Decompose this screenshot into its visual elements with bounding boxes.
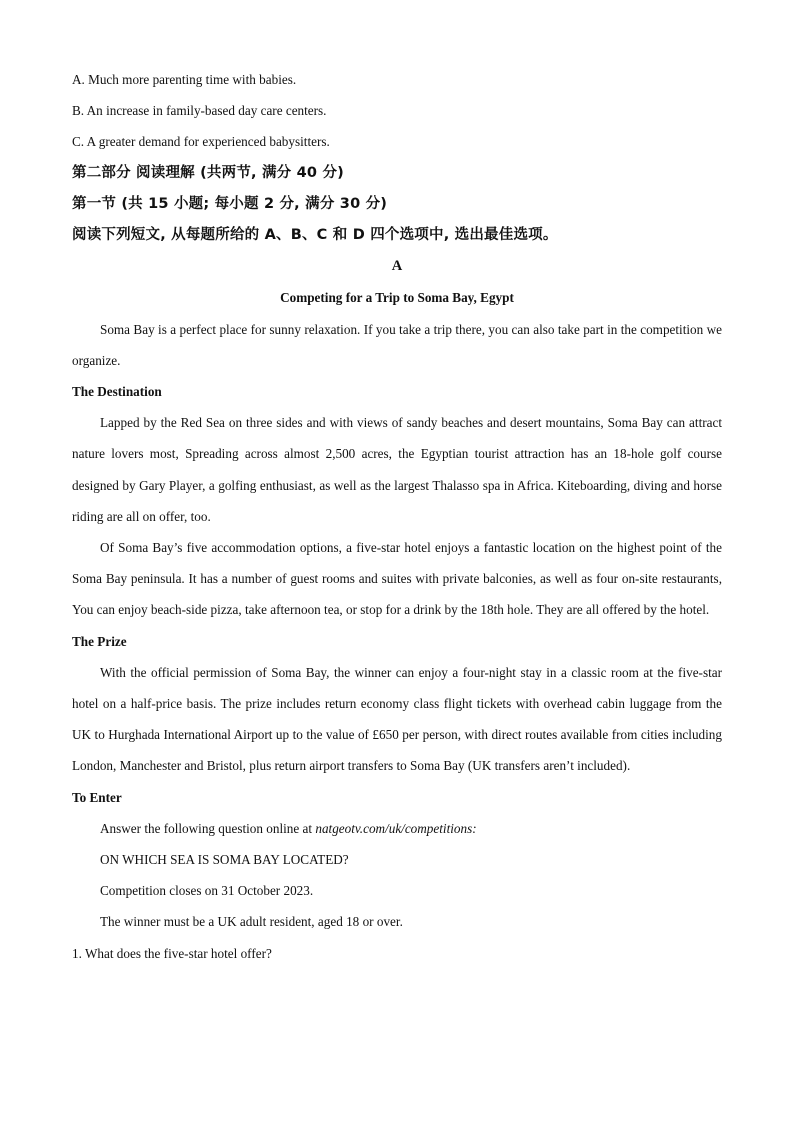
destination-heading: The Destination	[72, 384, 162, 400]
passage-letter: A	[391, 258, 403, 275]
enter-heading: To Enter	[72, 789, 122, 805]
closing-date: Competition closes on 31 October 2023.	[100, 883, 314, 899]
reading-instruction: 阅读下列短文, 从每题所给的 A、B、C 和 D 四个选项中, 选出最佳选项。	[72, 227, 558, 244]
prize-paragraph: With the official permission of Soma Bay, the winner can enjoy a four-night stay in a classic room at the five-star hotel on a half-price basis. The prize includes return economy class flight tickets with overhead cabin luggage from the UK to Hurghada International Airport up to the value of £650 per person, with direct routes available from cities including London, Manchester and Bristol, plus return airport transfers to Soma Bay (UK transfers aren’t included).	[72, 664, 722, 774]
option-b: B. An increase in family-based day care centers.	[72, 103, 327, 119]
question-1: 1. What does the five-star hotel offer?	[72, 945, 272, 961]
passage-title: Competing for a Trip to Soma Bay, Egypt	[280, 290, 514, 306]
enter-instruction-text: Answer the following question online at	[100, 820, 316, 836]
option-a: A. Much more parenting time with babies.	[72, 72, 297, 87]
exam-page	[72, 64, 722, 969]
enter-instruction	[72, 813, 722, 844]
section1-header: 第一节 (共 15 小题; 每小题 2 分, 满分 30 分)	[72, 195, 388, 212]
competition-question: ON WHICH SEA IS SOMA BAY LOCATED?	[100, 852, 349, 868]
destination-paragraph-1: Lapped by the Red Sea on three sides and with views of sandy beaches and desert mountains, Soma Bay can attract nature lovers most, Spreading across almost 2,500 acres, the Egyptian tourist attraction has an 18-hole golf course designed by Gary Player, a golfing enthusiast, as well as the largest Thalasso spa in Africa. Kiteboarding, diving and horse riding are all on offer, too.	[72, 415, 722, 524]
eligibility-note: The winner must be a UK adult resident, aged 18 or over.	[100, 914, 403, 930]
option-c: C. A greater demand for experienced babysitters.	[72, 134, 330, 150]
destination-paragraph-2: Of Soma Bay’s five accommodation options, a five-star hotel enjoys a fantastic location on the highest point of the Soma Bay peninsula. It has a number of guest rooms and suites with private balconies, as well as four on-site restaurants, You can enjoy beach-side pizza, take afternoon tea, or stop for a drink by the 18th hole. They are all offered by the hotel.	[72, 540, 722, 618]
competition-url: natgeotv.com/uk/competitions:	[315, 820, 477, 836]
prize-heading: The Prize	[72, 633, 127, 649]
intro-paragraph: Soma Bay is a perfect place for sunny relaxation. If you take a trip there, you can also take part in the competition we organize.	[72, 321, 722, 368]
part2-header: 第二部分 阅读理解 (共两节, 满分 40 分)	[72, 164, 344, 181]
